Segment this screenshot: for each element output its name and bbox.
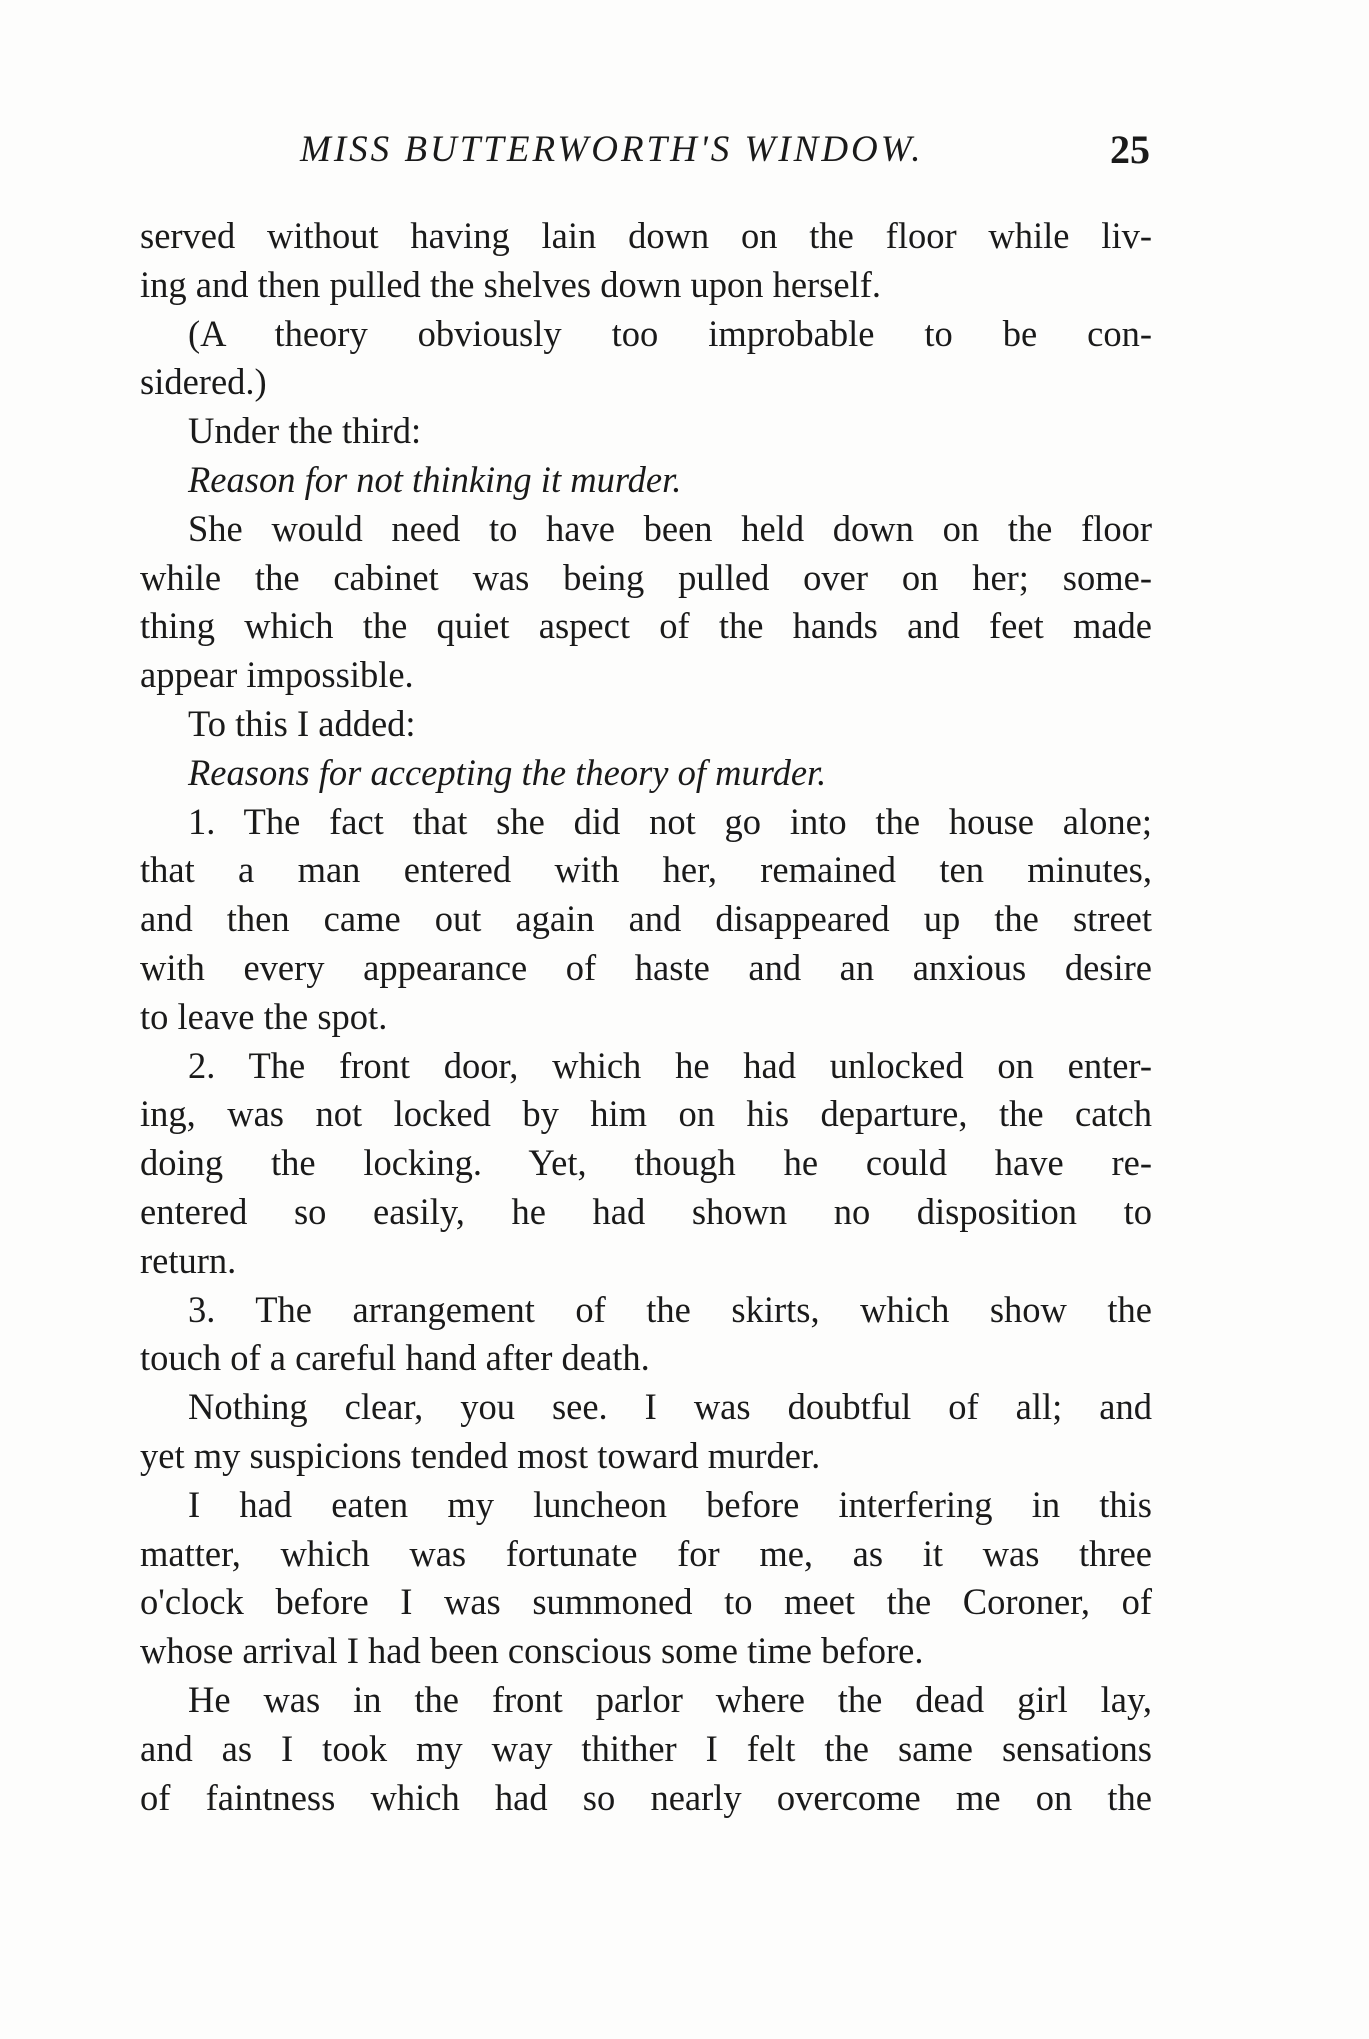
text-line: Under the third: — [188, 410, 422, 452]
text-line: 2. The front door, which he had unlocked on enter- — [188, 1044, 1152, 1086]
text-line: doing the locking. Yet, though he could have re- — [140, 1142, 1152, 1184]
page-number: 25 — [1110, 127, 1150, 172]
subheading: Reasons for accepting the theory of murder. — [188, 751, 827, 793]
text-line: sidered.) — [140, 361, 267, 403]
text-line: 1. The fact that she did not go into the house alone; — [188, 800, 1152, 842]
text-line: Nothing clear, you see. I was doubtful of all; and — [188, 1386, 1152, 1428]
text-line: touch of a careful hand after death. — [140, 1337, 650, 1379]
text-line: to leave the spot. — [140, 995, 388, 1037]
text-line: ing and then pulled the shelves down upon herself. — [140, 263, 881, 305]
text-line: of faintness which had so nearly overcome me on the — [140, 1776, 1152, 1818]
text-line: ing, was not locked by him on his departure, the catch — [140, 1093, 1152, 1135]
text-line: return. — [140, 1239, 237, 1281]
text-line: o'clock before I was summoned to meet the Coroner, of — [140, 1581, 1152, 1623]
page-header — [140, 120, 1150, 180]
text-line: entered so easily, he had shown no disposition to — [140, 1190, 1152, 1232]
text-line: To this I added: — [188, 702, 416, 744]
text-line: He was in the front parlor where the dead girl lay, — [188, 1678, 1152, 1720]
text-line: while the cabinet was being pulled over on her; some- — [140, 556, 1152, 598]
body-text — [140, 212, 1152, 1822]
text-line: served without having lain down on the floor while liv- — [140, 215, 1152, 256]
text-line: appear impossible. — [140, 654, 414, 696]
text-line: (A theory obviously too improbable to be con- — [188, 312, 1152, 354]
text-line: matter, which was fortunate for me, as it was three — [140, 1532, 1152, 1574]
text-line: 3. The arrangement of the skirts, which show the — [188, 1288, 1152, 1330]
text-line: and then came out again and disappeared up the street — [140, 898, 1152, 940]
text-line: that a man entered with her, remained ten minutes, — [140, 849, 1152, 891]
text-line: yet my suspicions tended most toward murder. — [140, 1434, 821, 1476]
subheading: Reason for not thinking it murder. — [188, 458, 682, 500]
text-line: whose arrival I had been conscious some time before. — [140, 1630, 924, 1672]
text-line: thing which the quiet aspect of the hands and feet made — [140, 605, 1152, 647]
running-title: MISS BUTTERWORTH'S WINDOW. — [300, 129, 924, 170]
text-line: and as I took my way thither I felt the same sensations — [140, 1727, 1152, 1769]
text-line: I had eaten my luncheon before interfering in this — [188, 1483, 1152, 1525]
text-line: She would need to have been held down on the floor — [188, 507, 1152, 549]
text-line: with every appearance of haste and an anxious desire — [140, 946, 1152, 988]
